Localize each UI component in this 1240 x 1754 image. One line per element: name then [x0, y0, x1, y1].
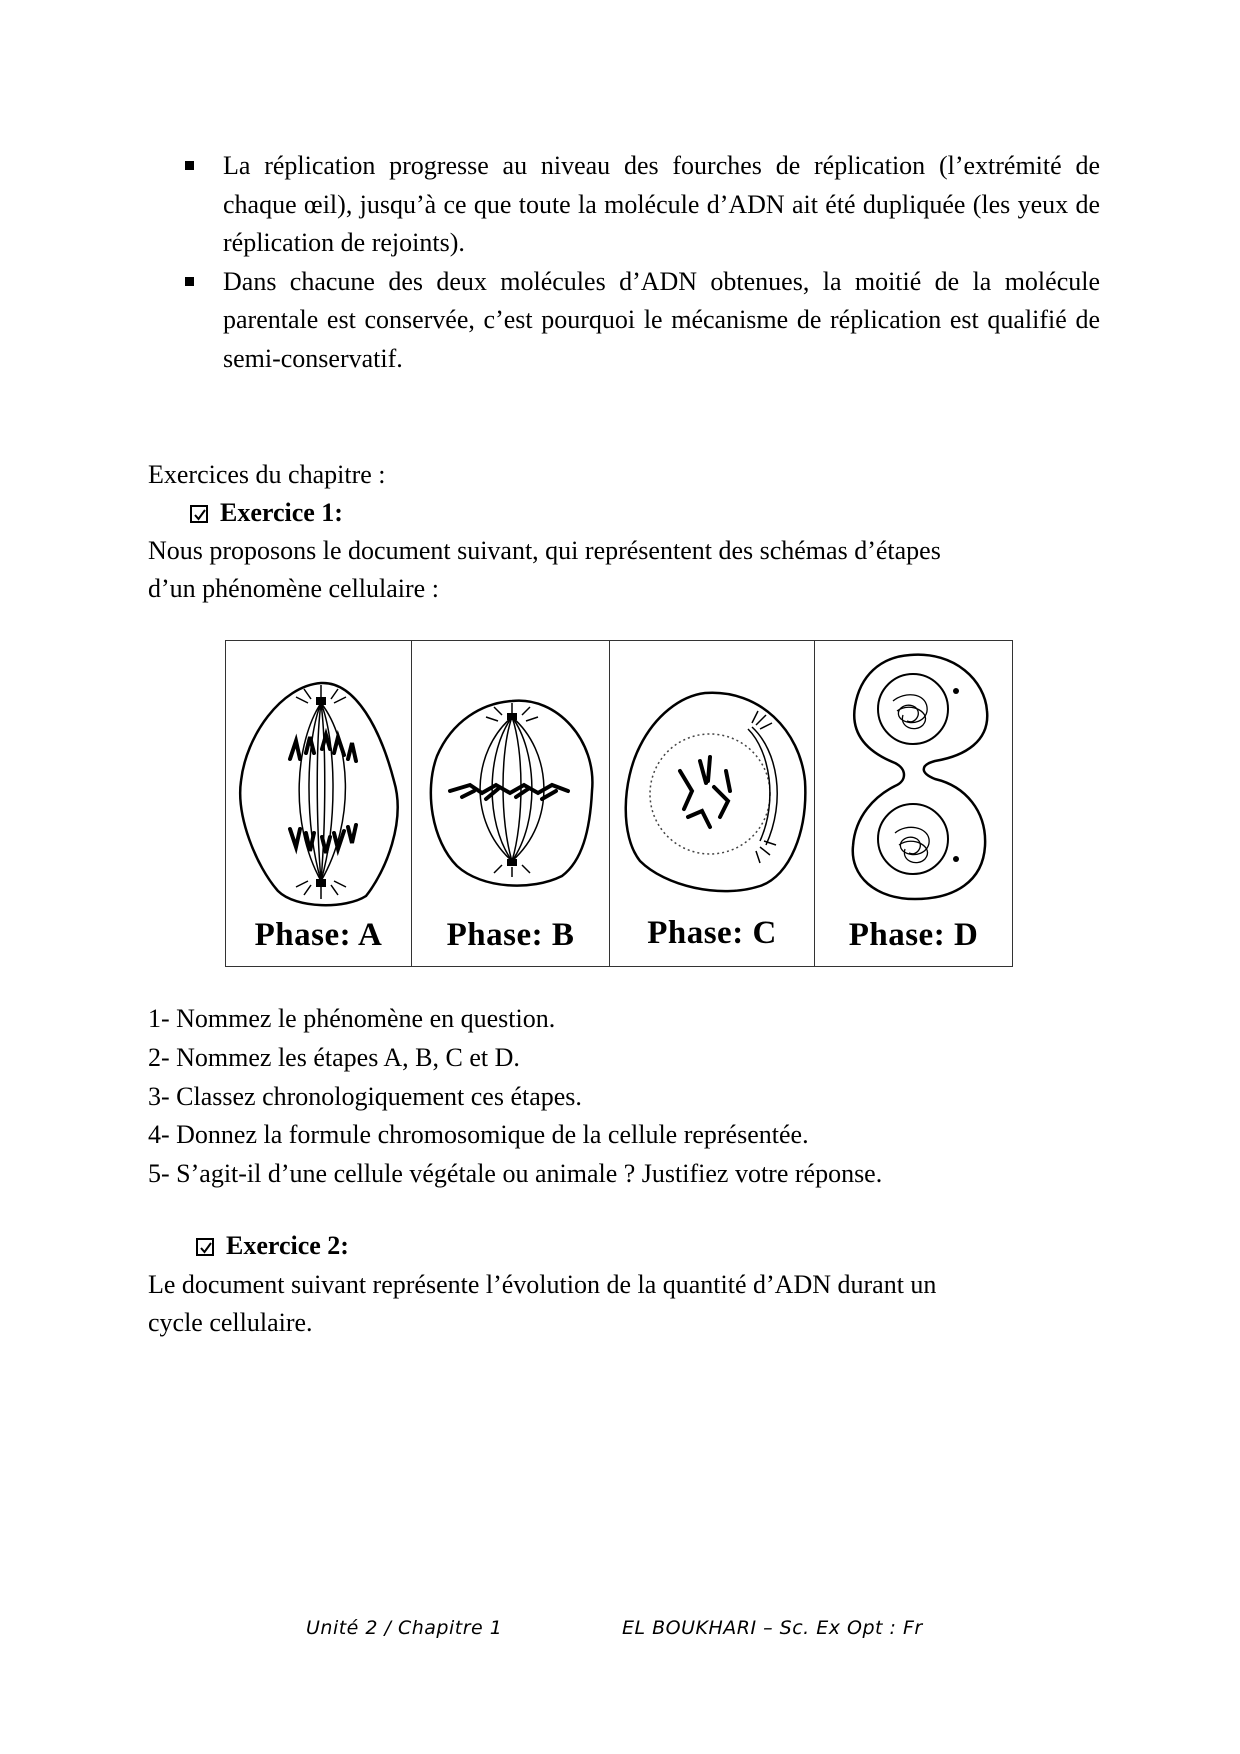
mitosis-figure [225, 640, 1013, 967]
question-item: 2- Nommez les étapes A, B, C et D. [148, 1042, 520, 1072]
phase-a-panel [226, 641, 412, 966]
question-item: 1- Nommez le phénomène en question. [148, 1004, 556, 1033]
bullet-item [185, 147, 1100, 263]
exercise2-intro-line1: Le document suivant représente l’évolution de la quantité d’ADN durant un [148, 1270, 937, 1299]
exercise2-title: Exercice 2: [226, 1231, 349, 1260]
footer-author: EL BOUKHARI – Sc. Ex Opt : Fr [622, 1617, 923, 1639]
bullet-text: Dans chacune des deux molécules d’ADN obtenues, la moitié de la molécule parentale est conservée, c’est pourquoi le mécanisme de réplication est qualifié de semi-conservatif. [223, 266, 1100, 373]
phase-label: Phase: B [446, 917, 575, 953]
square-bullet-icon [185, 161, 194, 170]
bullet-list [185, 147, 1100, 378]
footer-chapter: Unité 2 / Chapitre 1 [306, 1617, 503, 1639]
checkbox-checked-icon [190, 505, 208, 523]
exercise1-intro-line1: Nous proposons le document suivant, qui représentent des schémas d’étapes [148, 536, 941, 565]
bullet-text: La réplication progresse au niveau des fourches de réplication (l’extrémité de chaque œil), jusqu’à ce que toute la molécule d’ADN ait été dupliquée (les yeux de réplication de rejoints). [223, 151, 1100, 257]
exercise2-heading [196, 1227, 349, 1265]
question-item: 3- Classez chronologiquement ces étapes. [148, 1081, 582, 1111]
question-item: 5- S’agit-il d’une cellule végétale ou animale ? Justifiez votre réponse. [148, 1159, 883, 1189]
exercise2-intro-line2: cycle cellulaire. [148, 1308, 313, 1337]
phase-label: Phase: A [254, 917, 383, 953]
exercise1-questions [148, 1000, 882, 1194]
phase-label: Phase: D [848, 917, 979, 953]
checkbox-checked-icon [196, 1238, 214, 1256]
question-item: 4- Donnez la formule chromosomique de la cellule représentée. [148, 1120, 809, 1150]
phase-label: Phase: C [647, 915, 777, 951]
exercise1-heading [190, 494, 343, 532]
phase-b-panel [412, 641, 610, 966]
square-bullet-icon [185, 277, 194, 286]
exercise1-title: Exercice 1: [220, 498, 343, 527]
exercises-intro: Exercices du chapitre : [148, 460, 386, 489]
exercise1-intro-line2: d’un phénomène cellulaire : [148, 574, 439, 603]
phase-c-panel [610, 641, 815, 966]
bullet-item [185, 263, 1100, 379]
phase-d-panel [815, 641, 1012, 966]
